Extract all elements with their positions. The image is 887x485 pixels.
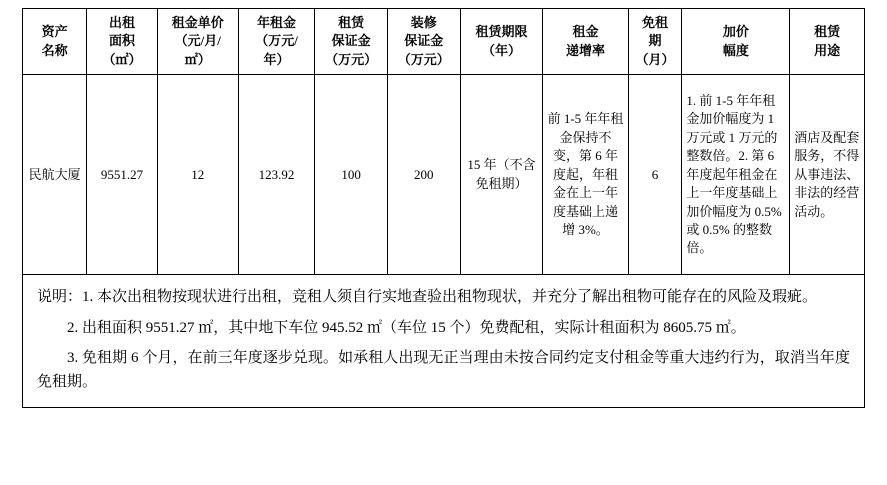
cell-unit-price: 12 [157, 75, 238, 275]
cell-lease-deposit: 100 [315, 75, 388, 275]
cell-usage: 酒店及配套服务，不得从事违法、非法的经营活动。 [790, 75, 865, 275]
header-bid-increment: 加价 幅度 [682, 9, 790, 75]
header-unit-price: 租金单价 （元/月/ ㎡） [157, 9, 238, 75]
cell-asset-name: 民航大厦 [23, 75, 87, 275]
header-rent-increase: 租金 递增率 [543, 9, 628, 75]
cell-annual-rent: 123.92 [238, 75, 315, 275]
note-line-1: 说明：1. 本次出租物按现状进行出租，竞租人须自行实地查验出租物现状，并充分了解出租物可能存在的风险及瑕疵。 [37, 289, 818, 306]
header-annual-rent: 年租金 （万元/ 年） [238, 9, 315, 75]
note-line-3: 3. 免租期 6 个月，在前三年度逐步兑现。如承租人出现无正当理由未按合同约定支付租金等重大违约行为，取消当年度免租期。 [37, 349, 850, 391]
cell-area: 9551.27 [87, 75, 158, 275]
note-line-2: 2. 出租面积 9551.27 ㎡，其中地下车位 945.52 ㎡（车位 15 个）免费配租，实际计租面积为 8605.75 ㎡。 [67, 319, 746, 336]
cell-lease-term: 15 年（不含免租期） [460, 75, 543, 275]
header-lease-term: 租赁期限 （年） [460, 9, 543, 75]
notes-section [22, 275, 865, 407]
header-decoration-deposit: 装修 保证金 （万元） [387, 9, 460, 75]
table-header-row [23, 9, 865, 75]
lease-terms-table [22, 8, 865, 275]
cell-rent-increase: 前 1-5 年年租金保持不变，第 6 年度起，年租金在上一年度基础上递增 3%。 [543, 75, 628, 275]
header-usage: 租赁 用途 [790, 9, 865, 75]
header-lease-deposit: 租赁 保证金 （万元） [315, 9, 388, 75]
cell-bid-increment: 1. 前 1-5 年年租金加价幅度为 1 万元或 1 万元的整数倍。2. 第 6 年度起年租金在上一年度基础上加价幅度为 0.5% 或 0.5% 的整数倍。 [682, 75, 790, 275]
cell-free-rent: 6 [628, 75, 682, 275]
header-asset-name: 资产 名称 [23, 9, 87, 75]
header-free-rent: 免租 期 （月） [628, 9, 682, 75]
cell-decoration-deposit: 200 [387, 75, 460, 275]
table-row [23, 75, 865, 275]
header-area: 出租 面积 （㎡） [87, 9, 158, 75]
